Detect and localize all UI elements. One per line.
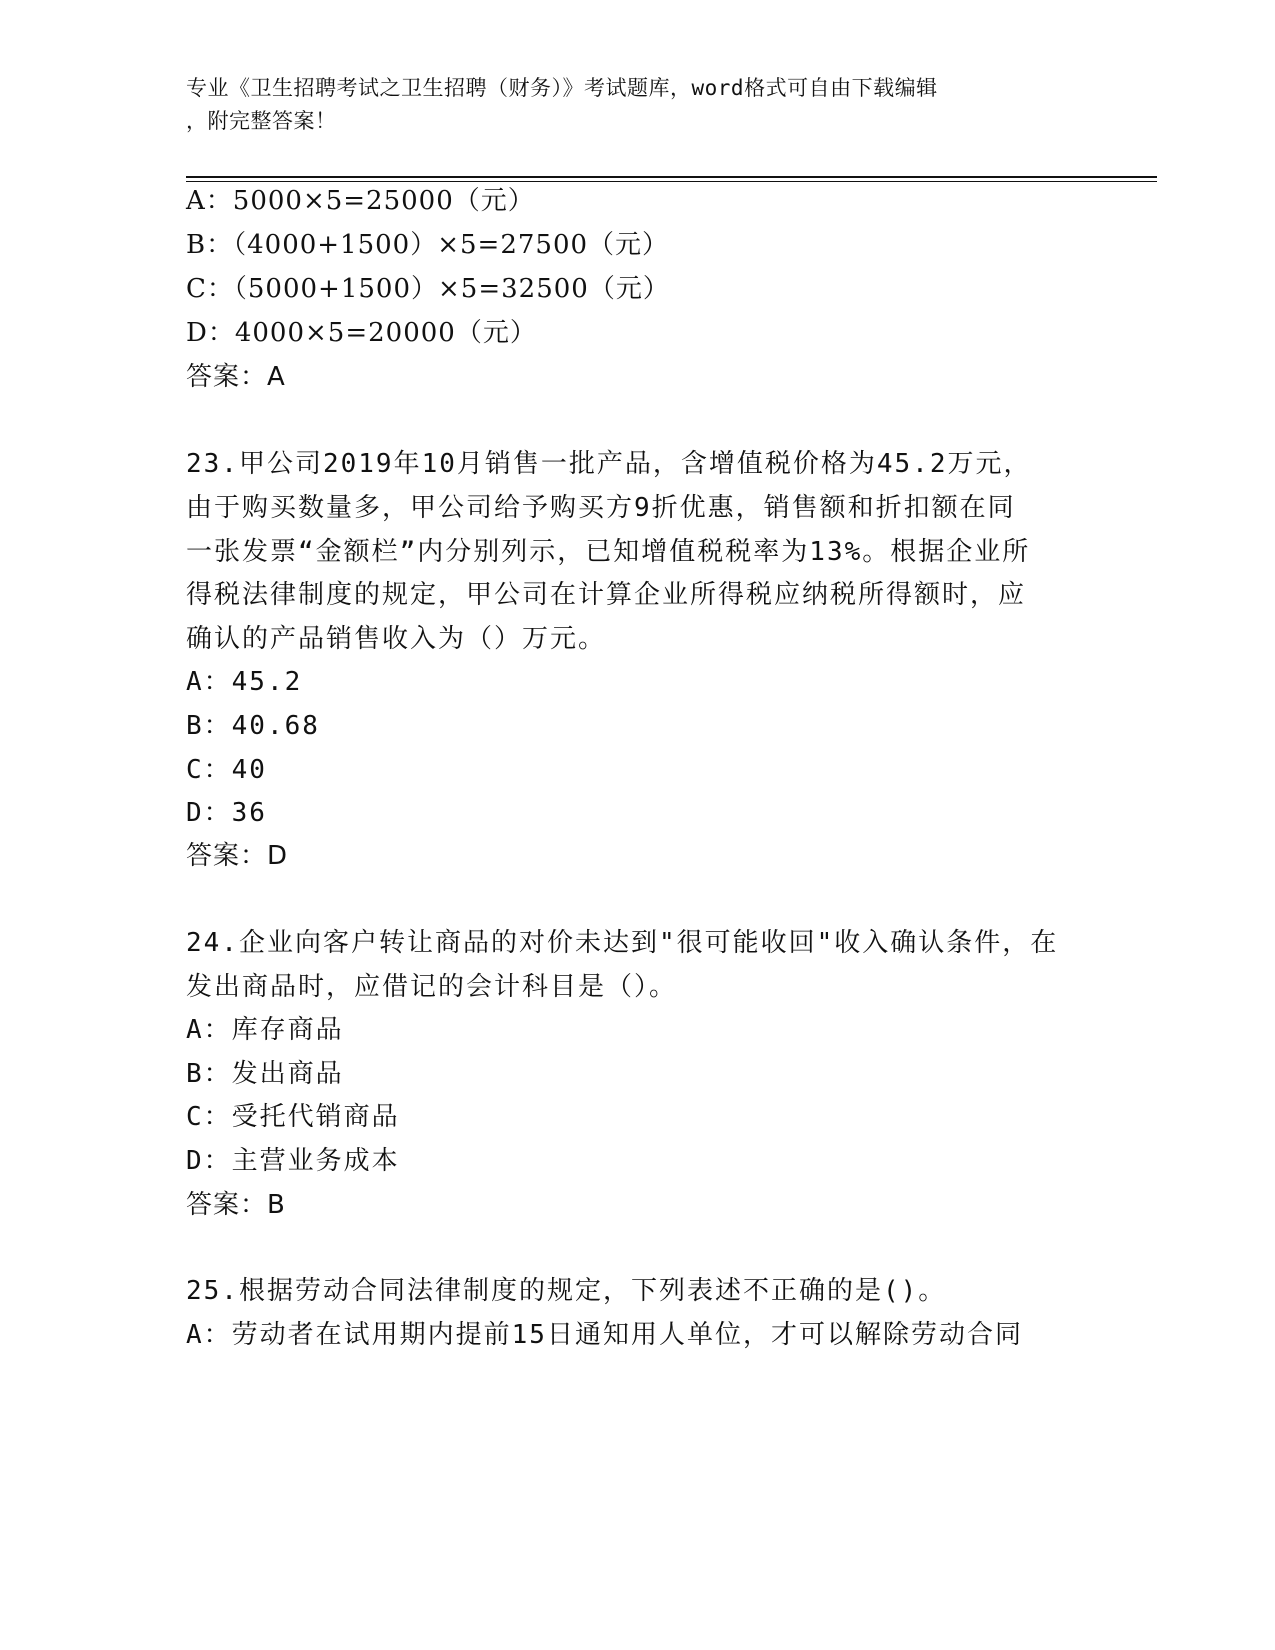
- q23-stem-line-4: 得税法律制度的规定，甲公司在计算企业所得税应纳税所得额时，应: [186, 580, 1027, 610]
- q24-option-d: D：主营业务成本: [186, 1146, 400, 1176]
- q22-option-b: B：（4000+1500）×5=27500（元）: [186, 230, 670, 260]
- q25-stem-line-1: 25.根据劳动合同法律制度的规定，下列表述不正确的是()。: [186, 1276, 947, 1306]
- q23-option-d: D：36: [186, 798, 267, 828]
- q22-answer: 答案：A: [186, 362, 286, 392]
- q23-stem-line-1: 23.甲公司2019年10月销售一批产品，含增值税价格为45.2万元，: [186, 449, 1032, 479]
- q22-option-a: A：5000×5=25000（元）: [186, 186, 535, 216]
- q23-answer: 答案：D: [186, 841, 289, 871]
- q24-stem-line-2: 发出商品时，应借记的会计科目是（）。: [186, 972, 678, 1002]
- q24-answer: 答案：B: [186, 1190, 286, 1220]
- q23-stem-line-3: 一张发票“金额栏”内分别列示，已知增值税税率为13%。根据企业所: [186, 537, 1031, 567]
- q25-option-a: A：劳动者在试用期内提前15日通知用人单位，才可以解除劳动合同: [186, 1320, 1023, 1350]
- document-header: [186, 72, 1086, 138]
- q23-stem-line-5: 确认的产品销售收入为（）万元。: [186, 624, 607, 654]
- header-divider-thin: [186, 181, 1157, 182]
- header-divider: [186, 176, 1157, 178]
- q24-option-c: C：受托代销商品: [186, 1102, 400, 1132]
- q24-stem-line-1: 24.企业向客户转让商品的对价未达到"很可能收回"收入确认条件，在: [186, 928, 1059, 958]
- q23-option-b: B：40.68: [186, 711, 320, 741]
- q22-option-d: D：4000×5=20000（元）: [186, 318, 537, 348]
- q24-option-b: B：发出商品: [186, 1059, 344, 1089]
- q22-option-c: C：（5000+1500）×5=32500（元）: [186, 274, 670, 304]
- header-title-line-2: ，附完整答案！: [186, 109, 337, 133]
- header-title-line: 专业《卫生招聘考试之卫生招聘（财务）》考试题库，word格式可自由下载编辑: [186, 76, 938, 100]
- q23-stem-line-2: 由于购买数量多，甲公司给予购买方9折优惠，销售额和折扣额在同: [186, 493, 1016, 523]
- q23-option-a: A：45.2: [186, 667, 303, 697]
- q24-option-a: A：库存商品: [186, 1015, 344, 1045]
- q23-option-c: C：40: [186, 755, 267, 785]
